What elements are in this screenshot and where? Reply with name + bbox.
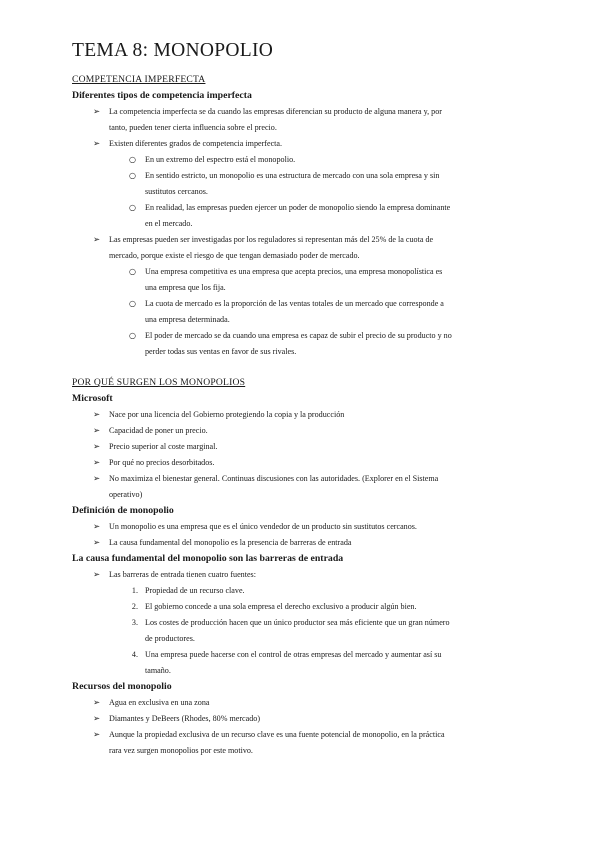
bullet-text: No maximiza el bienestar general. Continuas discusiones con las autoridades. (Explorer en el Sistema [109, 474, 439, 483]
sub-bullet-text: sustitutos cercanos. [145, 187, 208, 196]
subheading-recursos: Recursos del monopolio [72, 681, 172, 692]
circle-bullet-icon: ○ [129, 299, 136, 308]
numbered-item-text: Los costes de producción hacen que un único productor sea más eficiente que un gran número [145, 618, 450, 627]
numbered-item-text: El gobierno concede a una sola empresa el derecho exclusivo a producir algún bien. [145, 602, 417, 611]
bullet-text: Nace por una licencia del Gobierno protegiendo la copia y la producción [109, 410, 345, 419]
circle-bullet-icon: ○ [129, 267, 136, 276]
circle-bullet-icon: ○ [129, 171, 136, 180]
bullet-text: La causa fundamental del monopolio es la presencia de barreras de entrada [109, 538, 352, 547]
numbered-item-text: tamaño. [145, 666, 171, 675]
sub-bullet-text: una empresa determinada. [145, 315, 230, 324]
sub-bullet-text: una empresa que los fija. [145, 283, 226, 292]
sub-bullet-text: La cuota de mercado es la proporción de las ventas totales de un mercado que corresponde a [145, 299, 444, 308]
bullet-text: Diamantes y DeBeers (Rhodes, 80% mercado) [109, 714, 261, 723]
arrow-bullet-icon: ➢ [93, 139, 101, 149]
numbered-item-text: Una empresa puede hacerse con el control de otras empresas del mercado y aumentar así su [145, 650, 442, 659]
bullet-text: Aunque la propiedad exclusiva de un recurso clave es una fuente potencial de monopolio, en la práctica [109, 730, 445, 739]
numbered-item-text: de productores. [145, 634, 195, 643]
bullet-text: Agua en exclusiva en una zona [109, 698, 210, 707]
bullet-text: Por qué no precios desorbitados. [109, 458, 215, 467]
sub-bullet-text: En un extremo del espectro está el monopolio. [145, 155, 296, 164]
bullet-text: tanto, pueden tener cierta influencia sobre el precio. [109, 123, 277, 132]
arrow-bullet-icon: ➢ [93, 442, 101, 452]
circle-bullet-icon: ○ [129, 203, 136, 212]
section-heading-por-que: POR QUÉ SURGEN LOS MONOPOLIOS [72, 377, 246, 388]
section-heading-competencia: COMPETENCIA IMPERFECTA [72, 74, 206, 85]
bullet-text: Capacidad de poner un precio. [109, 426, 208, 435]
bullet-text: operativo) [109, 490, 143, 499]
subheading-tipos: Diferentes tipos de competencia imperfecta [72, 90, 252, 101]
arrow-bullet-icon: ➢ [93, 426, 101, 436]
sub-bullet-text: Una empresa competitiva es una empresa que acepta precios, una empresa monopolística es [145, 267, 443, 276]
bullet-text: mercado, porque existe el riesgo de que tengan demasiado poder de mercado. [109, 251, 360, 260]
arrow-bullet-icon: ➢ [93, 235, 101, 245]
sub-bullet-text: En sentido estricto, un monopolio es una estructura de mercado con una sola empresa y sin [145, 171, 440, 180]
arrow-bullet-icon: ➢ [93, 698, 101, 708]
arrow-bullet-icon: ➢ [93, 714, 101, 724]
bullet-text: Las barreras de entrada tienen cuatro fuentes: [109, 570, 256, 579]
bullet-text: La competencia imperfecta se da cuando las empresas diferencian su producto de alguna manera y, por [109, 107, 442, 116]
bullet-text: Existen diferentes grados de competencia imperfecta. [109, 139, 283, 148]
sub-bullet-text: en el mercado. [145, 219, 193, 228]
bullet-text: Precio superior al coste marginal. [109, 442, 218, 451]
bullet-text: Un monopolio es una empresa que es el único vendedor de un producto sin sustitutos cercanos. [109, 522, 417, 531]
sub-bullet-text: perder todas sus ventas en favor de sus rivales. [145, 347, 297, 356]
arrow-bullet-icon: ➢ [93, 107, 101, 117]
arrow-bullet-icon: ➢ [93, 410, 101, 420]
subheading-microsoft: Microsoft [72, 393, 113, 404]
page-title: TEMA 8: MONOPOLIO [72, 40, 274, 61]
arrow-bullet-icon: ➢ [93, 474, 101, 484]
list-number: 1. [131, 586, 138, 595]
bullet-text: Las empresas pueden ser investigadas por los reguladores si representan más del 25% de la cuota de [109, 235, 434, 244]
arrow-bullet-icon: ➢ [93, 522, 101, 532]
circle-bullet-icon: ○ [129, 155, 136, 164]
arrow-bullet-icon: ➢ [93, 730, 101, 740]
sub-bullet-text: El poder de mercado se da cuando una empresa es capaz de subir el precio de su producto y no [145, 331, 452, 340]
list-number: 4. [131, 650, 138, 659]
arrow-bullet-icon: ➢ [93, 538, 101, 548]
arrow-bullet-icon: ➢ [93, 458, 101, 468]
numbered-item-text: Propiedad de un recurso clave. [145, 586, 245, 595]
subheading-barreras: La causa fundamental del monopolio son las barreras de entrada [72, 553, 344, 564]
sub-bullet-text: En realidad, las empresas pueden ejercer un poder de monopolio siendo la empresa dominante [145, 203, 451, 212]
subheading-definicion: Definición de monopolio [72, 505, 174, 516]
bullet-text: rara vez surgen monopolios por este motivo. [109, 746, 253, 755]
arrow-bullet-icon: ➢ [93, 570, 101, 580]
list-number: 3. [131, 618, 138, 627]
list-number: 2. [131, 602, 138, 611]
circle-bullet-icon: ○ [129, 331, 136, 340]
